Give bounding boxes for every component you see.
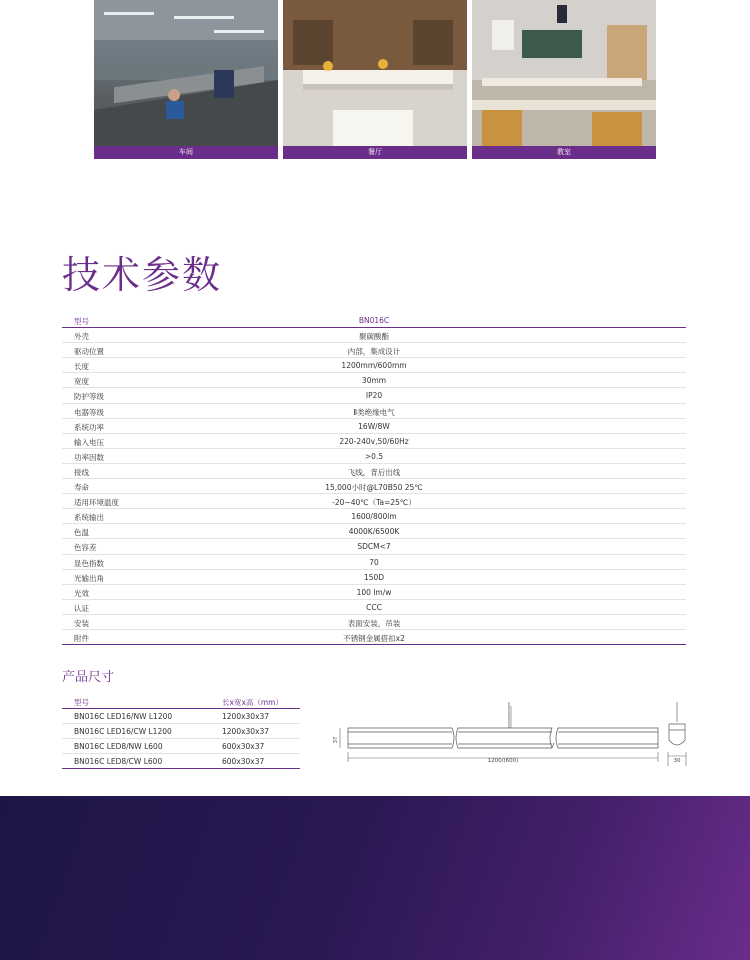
spec-label: 色容差	[74, 543, 97, 553]
spec-value: 70	[369, 557, 379, 567]
spec-label: 长度	[74, 362, 89, 372]
spec-row	[62, 479, 686, 494]
photo-caption: 车间	[94, 146, 278, 159]
spec-row	[62, 449, 686, 464]
spec-label: 系统功率	[74, 422, 104, 432]
dim-header-size: 长x宽x高（mm）	[222, 698, 283, 707]
spec-value: >0.5	[364, 451, 384, 461]
width-label: 30	[673, 758, 681, 764]
spec-value: Ⅱ类绝缘电气	[353, 407, 395, 417]
photo-workshop	[94, 0, 278, 159]
spec-row	[62, 524, 686, 539]
dim-size: 1200x30x37	[222, 727, 270, 736]
spec-value: 飞线，背后出线	[347, 467, 401, 477]
product-drawing-svg	[328, 700, 692, 774]
spec-value: -20~40℃（Ta=25℃）	[332, 498, 416, 508]
spec-row	[62, 419, 686, 434]
photo-canteen	[283, 0, 467, 159]
workshop-illustration	[94, 0, 278, 146]
spec-row	[62, 404, 686, 419]
spec-header-value: BN016C	[358, 316, 390, 325]
dim-model: BN016C LED16/CW L1200	[74, 727, 172, 736]
spec-label: 驱动位置	[74, 347, 104, 357]
spec-value: CCC	[366, 602, 382, 612]
spec-row	[62, 373, 686, 388]
dim-model: BN016C LED8/NW L600	[74, 742, 163, 751]
spec-label: 功率因数	[74, 452, 104, 462]
spec-label: 输入电压	[74, 437, 104, 447]
photo-classroom	[472, 0, 656, 159]
spec-row	[62, 358, 686, 373]
spec-value: 不锈钢金属搭扣x2	[343, 633, 405, 643]
spec-value: 15,000小时@L70B50 25℃	[325, 483, 423, 493]
spec-value: SDCM<7	[357, 542, 391, 552]
spec-value: 16W/8W	[358, 421, 390, 431]
spec-label: 光输出角	[74, 573, 104, 583]
dim-header-model: 型号	[74, 698, 89, 707]
photo-caption: 教室	[472, 146, 656, 159]
fixture-body	[348, 728, 658, 748]
dim-model: BN016C LED16/NW L1200	[74, 712, 173, 721]
spec-label: 寿命	[74, 483, 89, 493]
spec-header-row	[62, 313, 686, 328]
spec-label: 认证	[74, 603, 89, 613]
spec-label: 防护等级	[74, 392, 104, 402]
dimensions-title: 产品尺寸	[62, 670, 115, 685]
application-photos	[94, 0, 656, 159]
spec-header-label: 型号	[74, 317, 89, 326]
spec-row	[62, 328, 686, 343]
spec-label: 附件	[74, 633, 89, 643]
spec-value: 30mm	[361, 376, 387, 386]
spec-row	[62, 630, 686, 645]
spec-label: 适用环境温度	[74, 498, 119, 508]
spec-label: 系统输出	[74, 513, 104, 523]
spec-label: 显色指数	[74, 558, 104, 568]
dimension-drawing	[328, 700, 692, 774]
spec-label: 接线	[74, 467, 89, 477]
spec-table	[62, 313, 686, 645]
spec-value: 1200mm/600mm	[341, 361, 407, 371]
dimensions-table	[62, 694, 300, 769]
spec-row	[62, 570, 686, 585]
dim-row	[62, 754, 300, 769]
spec-row	[62, 388, 686, 403]
dim-size: 600x30x37	[222, 757, 265, 766]
spec-value: 4000K/6500K	[348, 527, 400, 537]
spec-row	[62, 539, 686, 554]
spec-value: 内部，集成设计	[347, 347, 401, 357]
length-label: 1200/(600)	[487, 758, 519, 764]
spec-value: 表面安装，吊装	[347, 618, 401, 628]
spec-value: 聚碳酸酯	[359, 332, 389, 342]
classroom-illustration	[472, 0, 656, 146]
photo-caption: 餐厅	[283, 146, 467, 159]
spec-label: 宽度	[74, 377, 89, 387]
spec-row	[62, 509, 686, 524]
spec-row	[62, 434, 686, 449]
spec-value: 1600/800lm	[351, 512, 397, 522]
spec-value: 220-240v,50/60Hz	[339, 436, 409, 446]
dim-row	[62, 724, 300, 739]
footer-band	[0, 796, 750, 960]
spec-label: 安装	[74, 618, 89, 628]
dim-row	[62, 739, 300, 754]
spec-row	[62, 615, 686, 630]
spec-value: 100 lm/w	[356, 587, 392, 597]
dim-model: BN016C LED8/CW L600	[74, 757, 163, 766]
height-label: 37	[333, 736, 339, 744]
spec-value: 150D	[363, 572, 385, 582]
spec-label: 色温	[74, 528, 89, 538]
dim-header-row	[62, 694, 300, 709]
section-title: 技术参数	[62, 253, 223, 297]
spec-row	[62, 600, 686, 615]
dim-size: 600x30x37	[222, 742, 265, 751]
spec-row	[62, 585, 686, 600]
spec-label: 电器等级	[74, 407, 104, 417]
spec-row	[62, 494, 686, 509]
spec-row	[62, 464, 686, 479]
spec-row	[62, 555, 686, 570]
end-view	[669, 702, 685, 745]
dim-size: 1200x30x37	[222, 712, 270, 721]
canteen-illustration	[283, 0, 467, 146]
spec-label: 外壳	[74, 332, 89, 342]
dim-row	[62, 709, 300, 724]
spec-row	[62, 343, 686, 358]
spec-value: IP20	[365, 391, 383, 401]
spec-label: 光效	[74, 588, 89, 598]
